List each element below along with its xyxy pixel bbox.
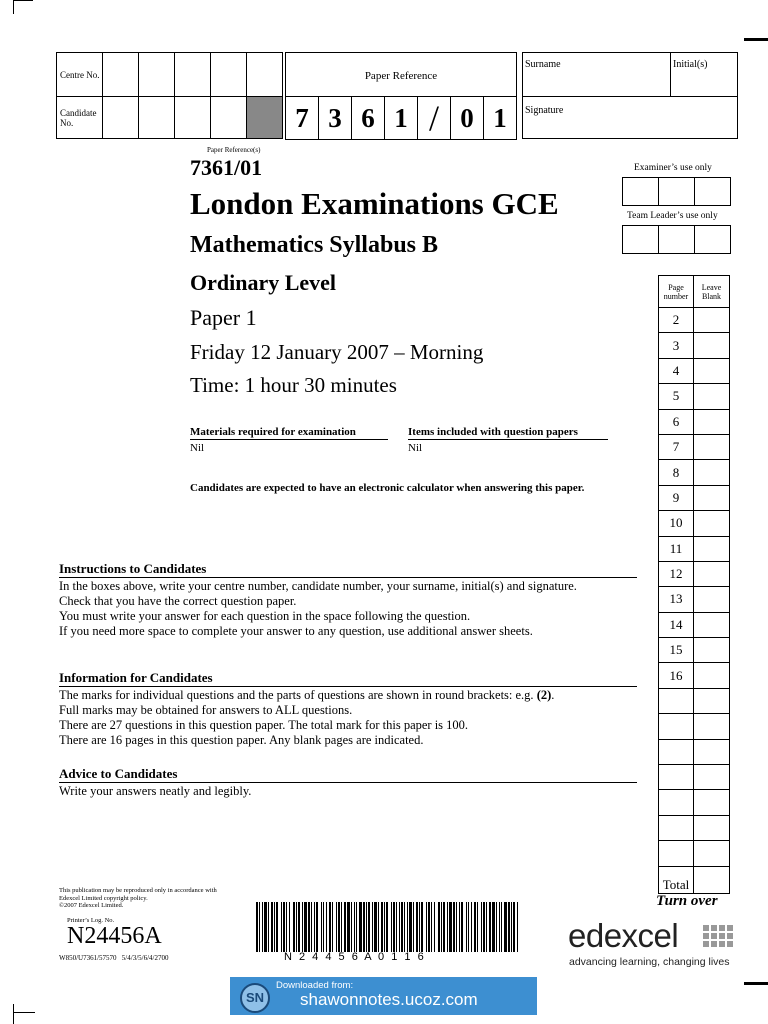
paper-ref-code: W850/U7361/57570 5/4/3/5/6/4/2700 [59,954,169,962]
instruction-line: If you need more space to complete your answer to any question, use additional answer sheets. [59,624,533,638]
barcode-bar [341,902,342,952]
crop-mark-top-left-h [13,0,33,1]
signature-label: Signature [525,105,564,116]
centre-no-box[interactable] [211,53,247,97]
exam-board-title: London Examinations GCE [190,186,559,221]
turn-over-label: Turn over [656,893,718,909]
page-number-cell: 3 [659,333,694,358]
barcode-bar [323,902,324,952]
candidate-no-shaded-box [247,97,283,139]
banner-logo-icon: SN [240,983,270,1013]
barcode-bar [289,902,290,952]
paper-references-label: Paper Reference(s) [207,146,261,154]
instructions-title: Instructions to Candidates [59,561,637,578]
barcode-bar [374,902,377,952]
barcode-bar [496,902,497,952]
crop-mark-right-top [744,38,768,41]
barcode-bar [304,902,307,952]
page-number-cell: 12 [659,561,694,586]
information-body [59,688,637,748]
paper-number: Paper 1 [190,305,257,330]
leave-blank-cell[interactable] [694,536,730,561]
barcode-bar [321,902,322,952]
barcode-text: N 2 4 4 5 6 A 0 1 1 6 [284,951,426,963]
barcode-bar [438,902,440,952]
barcode-bar [259,902,260,952]
advice-line: Write your answers neatly and legibly. [59,784,252,798]
leave-blank-cell[interactable] [694,384,730,409]
page-number-cell [659,815,694,840]
advice-title: Advice to Candidates [59,766,637,783]
barcode-bar [298,902,300,952]
items-label: Items included with question papers [408,426,608,440]
crop-mark-bottom-left-h [13,1012,35,1013]
download-banner[interactable] [230,977,537,1015]
exam-time: Time: 1 hour 30 minutes [190,373,397,397]
leave-blank-cell[interactable] [694,815,730,840]
barcode-bar [368,902,370,952]
barcode-bar [443,902,445,952]
centre-no-box[interactable] [139,53,175,97]
edexcel-logo: edexcel [568,917,679,954]
page-number-cell [659,714,694,739]
paper-ref-digit: 1 [385,97,418,140]
barcode-bar [264,902,267,952]
paper-ref-digit: 7 [286,97,319,140]
barcode-bar [483,902,485,952]
leave-blank-cell[interactable] [694,358,730,383]
page-number-cell: 4 [659,358,694,383]
barcode-bar [262,902,263,952]
level-title: Ordinary Level [190,270,337,295]
candidate-no-box[interactable] [103,97,139,139]
barcode-bar [419,902,420,952]
barcode-bar [276,902,278,952]
barcode-bar [513,902,515,952]
barcode-bar [474,902,476,952]
page-number-cell: 8 [659,460,694,485]
barcode-bar [434,902,435,952]
barcode-bar [372,902,373,952]
page-number-cell [659,688,694,713]
barcode-bar [468,902,469,952]
barcode-bar [393,902,395,952]
barcode-bar [316,902,318,952]
marks-example: (2) [536,688,552,702]
barcode-bar [311,902,312,952]
barcode-bar [281,902,282,952]
leave-blank-cell[interactable] [694,739,730,764]
team-leader-box[interactable] [659,226,695,254]
barcode-bar [378,902,379,952]
examiner-use-boxes [622,177,731,206]
edexcel-tagline: advancing learning, changing lives [569,956,730,968]
barcode-bar [351,902,352,952]
barcode-bar [459,902,460,952]
barcode-bar [338,902,340,952]
barcode-bar [329,902,331,952]
leave-blank-cell[interactable] [694,587,730,612]
instructions-body [59,579,619,639]
page-number-cell: 2 [659,308,694,333]
page-number-cell: 6 [659,409,694,434]
barcode-bar [492,902,495,952]
team-leader-use-label: Team Leader’s use only [627,211,718,221]
leave-blank-cell[interactable] [694,765,730,790]
paper-code: 7361/01 [190,155,263,180]
barcode-bar [396,902,397,952]
information-line: Full marks may be obtained for answers to ALL questions. [59,703,353,717]
page-number-cell: 9 [659,485,694,510]
barcode-bar [384,902,385,952]
barcode-bar [283,902,285,952]
page-number-cell: 15 [659,638,694,663]
information-line: There are 27 questions in this question paper. The total mark for this paper is 100. [59,718,469,732]
total-label: Total [659,866,694,893]
leave-blank-cell[interactable] [694,308,730,333]
barcode-bar [354,902,355,952]
page-number-cell: 10 [659,511,694,536]
barcode-bar [471,902,472,952]
leave-blank-cell[interactable] [694,434,730,459]
leave-blank-cell[interactable] [694,688,730,713]
barcode-bar [274,902,275,952]
information-line: The marks for individual questions and the parts of questions are shown in round brackets: e.g. (2). [59,688,555,702]
instruction-line: Check that you have the correct question paper. [59,594,297,608]
barcode-bar [447,902,448,952]
leave-blank-cell[interactable] [694,333,730,358]
printers-log-number: N24456A [67,923,162,949]
barcode-bar [401,902,403,952]
barcode-bar [489,902,491,952]
barcode-bar [293,902,295,952]
barcode-bar [256,902,258,952]
barcode-bar [441,902,442,952]
leave-blank-cell[interactable] [694,561,730,586]
centre-no-box[interactable] [103,53,139,97]
page-number-cell: 16 [659,663,694,688]
exam-date: Friday 12 January 2007 – Morning [190,340,484,364]
barcode-bar [426,902,427,952]
barcode-bar [268,902,269,952]
page-number-cell [659,790,694,815]
surname-field[interactable] [523,53,671,97]
barcode-bar [296,902,297,952]
barcode-bar [399,902,400,952]
leave-blank-cell[interactable] [694,663,730,688]
instruction-line: In the boxes above, write your centre number, candidate number, your surname, initial(s) and signature. [59,579,577,593]
barcode [256,902,520,952]
barcode-bar [477,902,478,952]
barcode-bar [416,902,418,952]
centre-no-box[interactable] [247,53,283,97]
surname-signature-grid [522,52,738,139]
crop-mark-top-left-v [13,0,14,14]
page-number-cell: 13 [659,587,694,612]
surname-label: Surname [525,59,561,70]
page-number-table [658,275,730,894]
leave-blank-cell[interactable] [694,485,730,510]
barcode-bar [286,902,287,952]
materials-label: Materials required for examination [190,426,388,440]
page-number-cell: 7 [659,434,694,459]
barcode-bar [356,902,357,952]
paper-ref-digit: 3 [319,97,352,140]
banner-site-link[interactable]: shawonnotes.ucoz.com [300,990,478,1009]
banner-downloaded-label: Downloaded from: [276,980,354,991]
page-number-header: Page number [659,276,694,308]
barcode-bar [363,902,365,952]
page-number-cell: 11 [659,536,694,561]
materials-value: Nil [190,442,205,454]
centre-no-box[interactable] [175,53,211,97]
barcode-bar [486,902,487,952]
barcode-bar [359,902,362,952]
leave-blank-cell[interactable] [694,638,730,663]
barcode-bar [499,902,500,952]
barcode-bar [336,902,337,952]
examiner-box[interactable] [695,178,731,206]
barcode-bar [326,902,327,952]
candidate-id-grid [56,52,283,139]
barcode-bar [344,902,346,952]
printers-log-label: Printer’s Log. No. [67,917,115,924]
barcode-bar [453,902,455,952]
information-title: Information for Candidates [59,670,637,687]
paper-reference-label: Paper Reference [364,69,438,82]
leave-blank-cell[interactable] [694,409,730,434]
barcode-bar [501,902,502,952]
calculator-note: Candidates are expected to have an electronic calculator when answering this paper. [190,482,585,494]
page-number-cell [659,841,694,866]
barcode-bar [271,902,273,952]
barcode-bar [421,902,423,952]
barcode-bar [449,902,452,952]
barcode-bar [366,902,367,952]
barcode-bar [456,902,457,952]
total-cell[interactable] [694,866,730,893]
barcode-bar [347,902,350,952]
signature-field[interactable] [523,97,738,139]
leave-blank-header: Leave Blank [694,276,730,308]
barcode-bar [332,902,333,952]
barcode-bar [391,902,392,952]
barcode-bar [409,902,412,952]
edexcel-logo-squares-icon [703,925,735,953]
team-leader-box[interactable] [695,226,731,254]
items-value: Nil [408,442,423,454]
leave-blank-cell[interactable] [694,790,730,815]
page-number-cell [659,765,694,790]
candidate-no-box[interactable] [175,97,211,139]
barcode-bar [511,902,512,952]
copyright-notice: This publication may be reproduced only in accordance with Edexcel Limited copyright policy. ©2007 Edexcel Limited. [59,887,217,909]
barcode-bar [381,902,383,952]
paper-ref-digit: 0 [451,97,484,140]
barcode-bar [308,902,310,952]
examiners-use-label: Examiner’s use only [634,163,712,173]
barcode-bar [386,902,388,952]
initials-field[interactable] [671,53,738,97]
leave-blank-cell[interactable] [694,612,730,637]
paper-ref-digit: 6 [352,97,385,140]
initials-label: Initial(s) [673,59,708,70]
candidate-no-label: Candidate No. [60,107,97,128]
subject-title: Mathematics Syllabus B [190,232,439,258]
page-number-cell: 14 [659,612,694,637]
crop-mark-bottom-left-v [13,1004,14,1024]
crop-mark-right-bottom [744,982,768,985]
examiner-box[interactable] [659,178,695,206]
barcode-bar [413,902,414,952]
page-number-cell: 5 [659,384,694,409]
barcode-bar [508,902,510,952]
barcode-bar [517,902,518,952]
leave-blank-cell[interactable] [694,714,730,739]
leave-blank-cell[interactable] [694,841,730,866]
barcode-bar [504,902,507,952]
team-leader-box[interactable] [623,226,659,254]
examiner-box[interactable] [623,178,659,206]
leave-blank-cell[interactable] [694,460,730,485]
barcode-bar [302,902,303,952]
page-number-cell [659,739,694,764]
information-line: There are 16 pages in this question paper. Any blank pages are indicated. [59,733,424,747]
candidate-no-box[interactable] [211,97,247,139]
paper-ref-digit: 1 [484,97,517,140]
centre-no-label: Centre No. [60,69,100,80]
barcode-bar [404,902,405,952]
barcode-bar [314,902,315,952]
barcode-bar [461,902,463,952]
barcode-bar [466,902,467,952]
paper-ref-slash: / [418,97,451,140]
leave-blank-cell[interactable] [694,511,730,536]
paper-reference-grid [285,52,517,140]
barcode-bar [431,902,432,952]
candidate-no-box[interactable] [139,97,175,139]
barcode-bar [481,902,482,952]
barcode-bar [407,902,408,952]
instruction-line: You must write your answer for each question in the space following the question. [59,609,471,623]
barcode-bar [428,902,430,952]
team-leader-use-boxes [622,225,731,254]
